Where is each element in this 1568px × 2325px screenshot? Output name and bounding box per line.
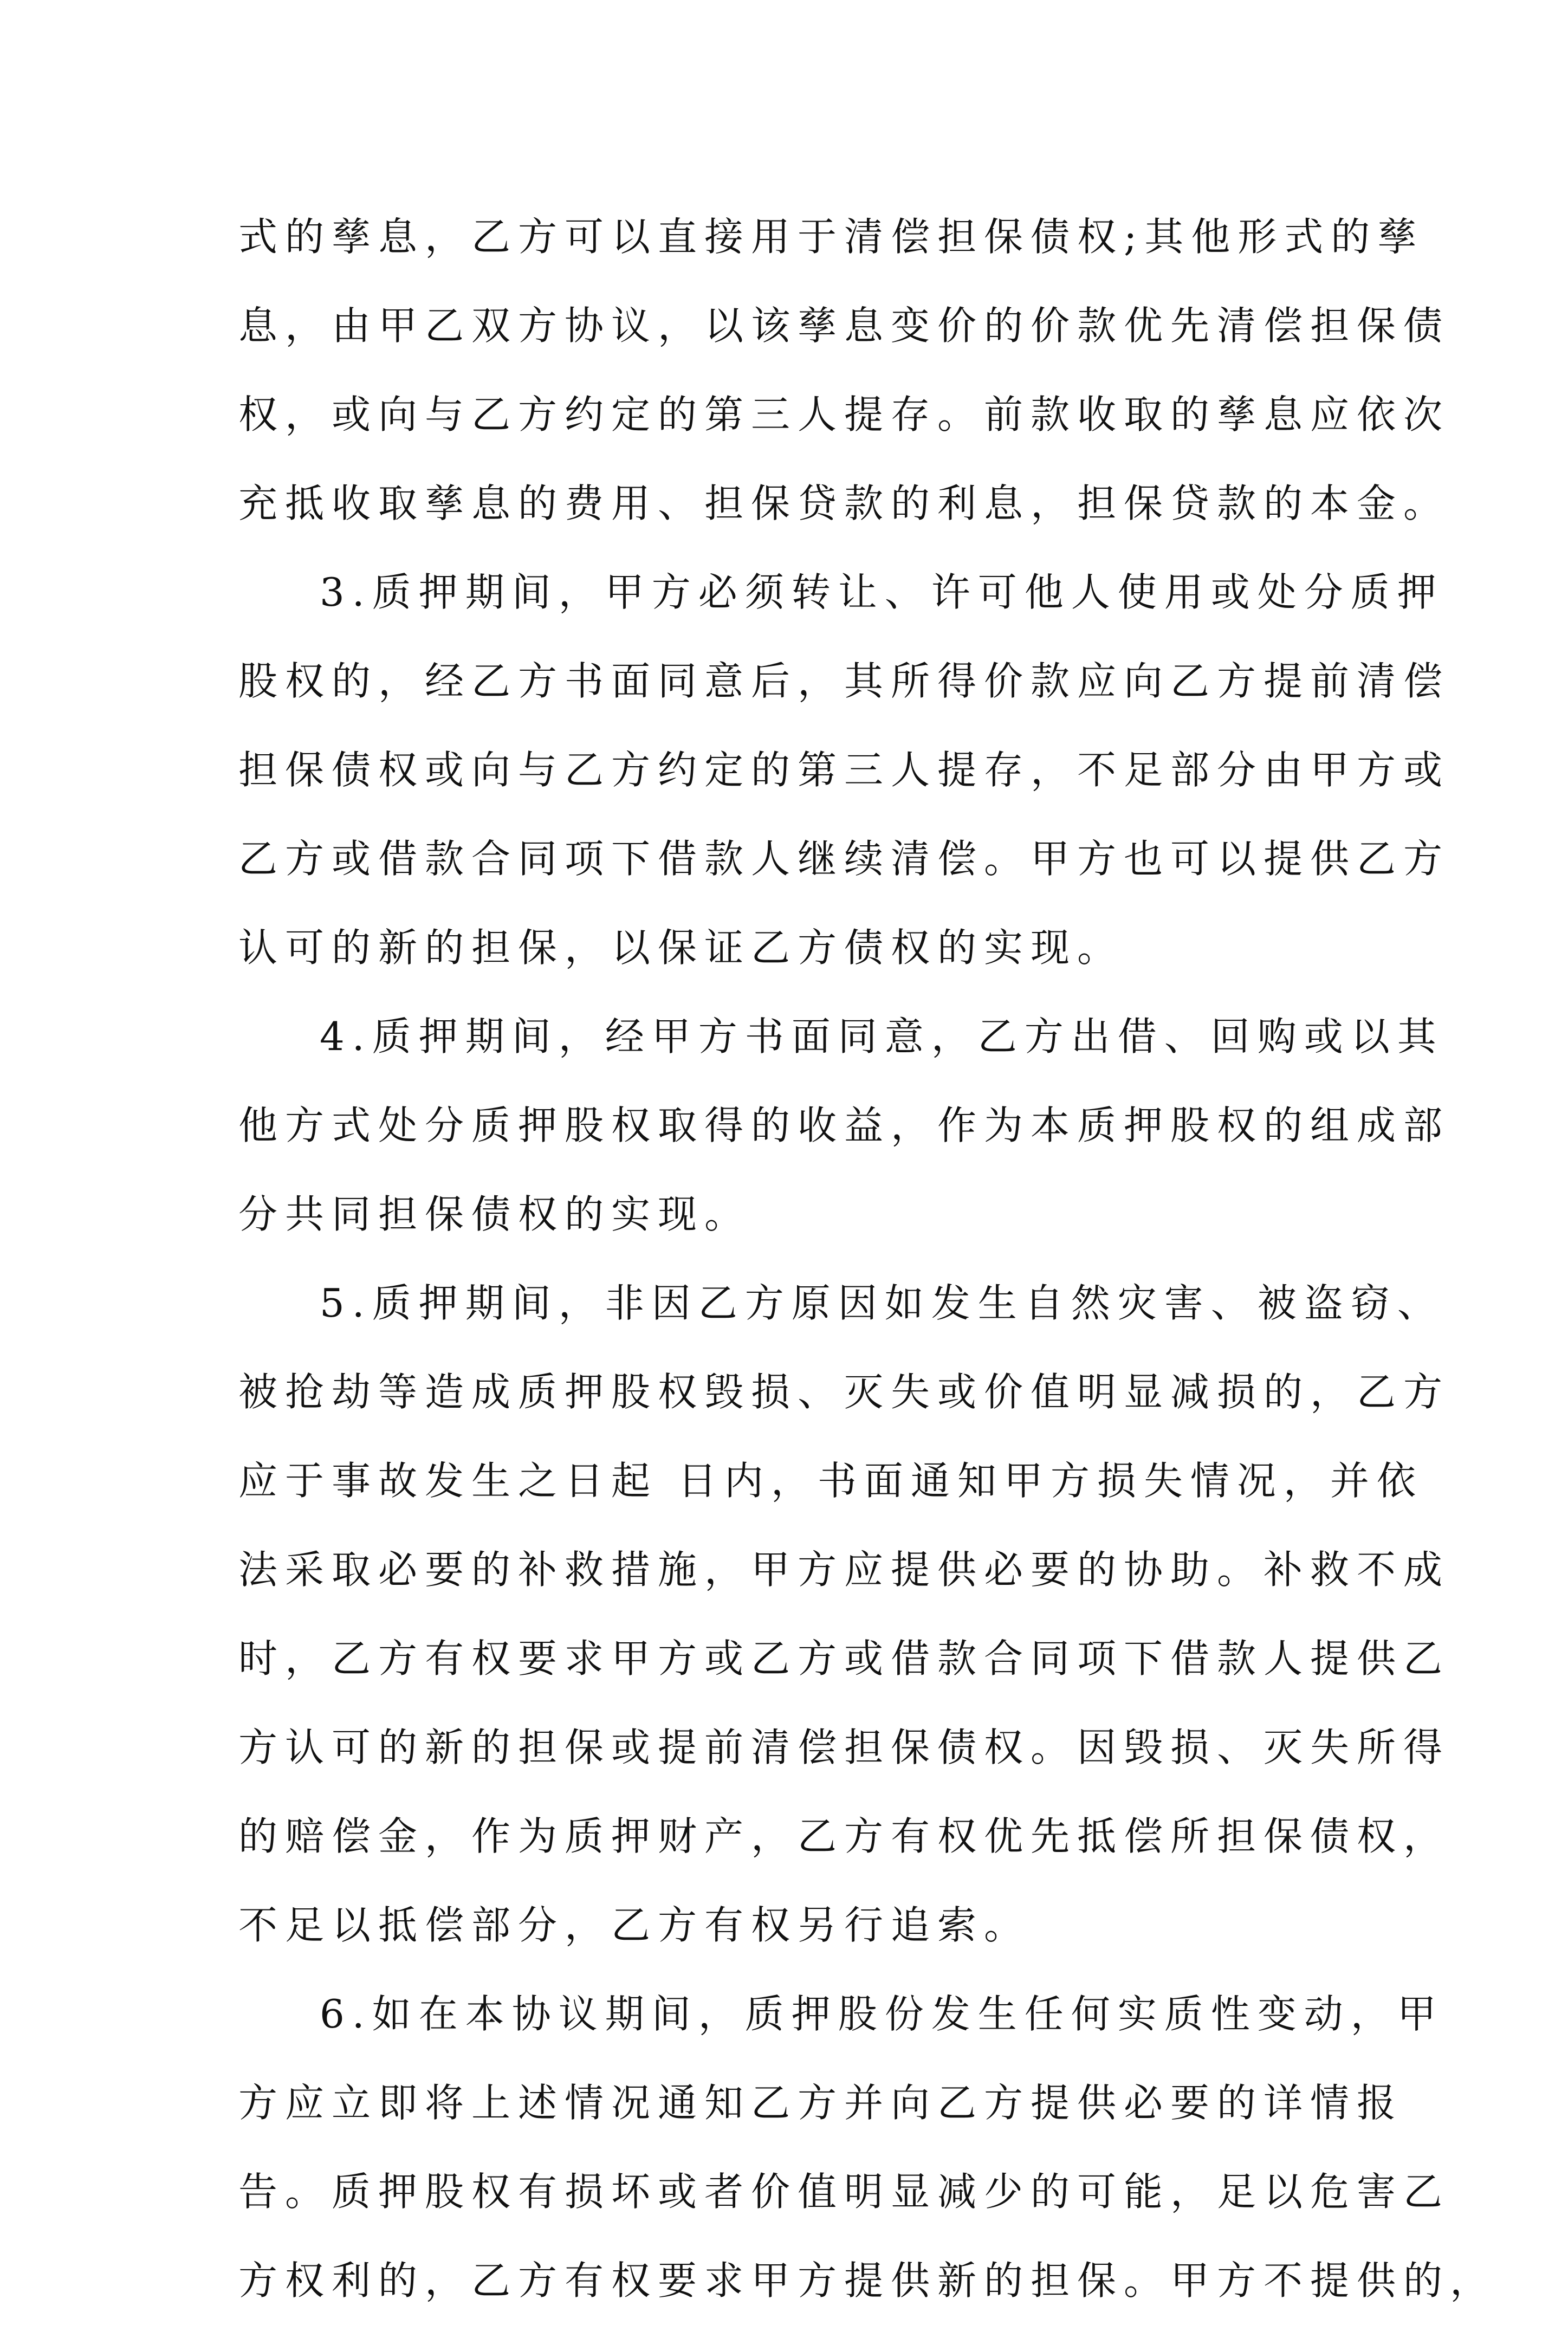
clause-3-start: 3.质押期间，甲方必须转让、许可他人使用或处分质押 xyxy=(320,569,1444,615)
text-line: 股权的，经乙方书面同意后，其所得价款应向乙方提前清偿 xyxy=(238,658,1450,704)
text-line: 方权利的，乙方有权要求甲方提供新的担保。甲方不提供的， xyxy=(238,2258,1497,2303)
text-line: 式的孳息，乙方可以直接用于清偿担保债权;其他形式的孳 xyxy=(238,214,1424,260)
clause-6-start: 6.如在本协议期间，质押股份发生任何实质性变动，甲 xyxy=(320,1991,1444,2037)
clause-4-start: 4.质押期间，经甲方书面同意，乙方出借、回购或以其 xyxy=(320,1014,1444,1059)
text-line: 被抢劫等造成质押股权毁损、灭失或价值明显减损的，乙方 xyxy=(238,1369,1450,1415)
text-line: 息，由甲乙双方协议，以该孳息变价的价款优先清偿担保债 xyxy=(238,303,1450,348)
text-line: 充抵收取孳息的费用、担保贷款的利息，担保贷款的本金。 xyxy=(238,481,1450,526)
text-line: 分共同担保债权的实现。 xyxy=(238,1191,751,1237)
text-line: 法采取必要的补救措施，甲方应提供必要的协助。补救不成 xyxy=(238,1547,1450,1592)
text-line: 不足以抵偿部分，乙方有权另行追索。 xyxy=(238,1902,1031,1948)
text-line: 应于事故发生之日起 日内，书面通知甲方损失情况，并依 xyxy=(238,1458,1423,1504)
text-line: 担保债权或向与乙方约定的第三人提存，不足部分由甲方或 xyxy=(238,747,1450,793)
text-line: 告。质押股权有损坏或者价值明显减少的可能，足以危害乙 xyxy=(238,2169,1450,2214)
document-body xyxy=(238,192,1497,2325)
text-line: 的赔偿金，作为质押财产，乙方有权优先抵偿所担保债权， xyxy=(238,1814,1450,1859)
text-line: 时，乙方有权要求甲方或乙方或借款合同项下借款人提供乙 xyxy=(238,1636,1450,1681)
text-line: 方认可的新的担保或提前清偿担保债权。因毁损、灭失所得 xyxy=(238,1725,1450,1770)
text-line: 权，或向与乙方约定的第三人提存。前款收取的孳息应依次 xyxy=(238,392,1450,437)
text-line: 认可的新的担保，以保证乙方债权的实现。 xyxy=(238,925,1124,970)
text-line: 他方式处分质押股权取得的收益，作为本质押股权的组成部 xyxy=(238,1103,1450,1148)
clause-5-start: 5.质押期间，非因乙方原因如发生自然灾害、被盗窃、 xyxy=(320,1280,1444,1326)
text-line: 方应立即将上述情况通知乙方并向乙方提供必要的详情报 xyxy=(238,2080,1404,2126)
text-line: 乙方或借款合同项下借款人继续清偿。甲方也可以提供乙方 xyxy=(238,836,1450,882)
